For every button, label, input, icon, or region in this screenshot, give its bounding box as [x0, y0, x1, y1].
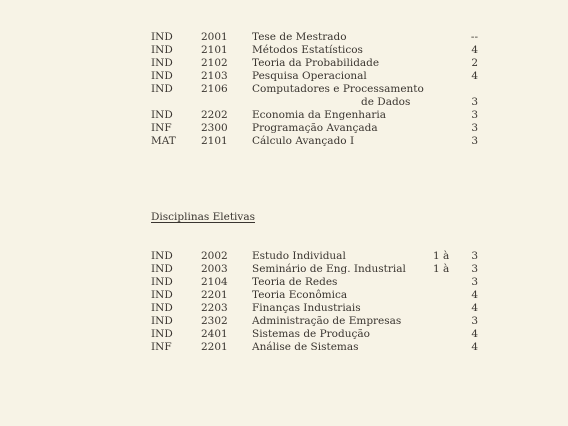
- course-title: Análise de Sistemas: [252, 341, 359, 353]
- course-dept: IND: [151, 250, 173, 262]
- course-title: Métodos Estatísticos: [252, 44, 363, 56]
- course-title: Teoria de Redes: [252, 276, 338, 288]
- course-code: 2003: [201, 263, 228, 275]
- course-credits: 3: [471, 109, 478, 121]
- course-dept: IND: [151, 57, 173, 69]
- course-code: 2101: [201, 135, 228, 147]
- course-code: 2104: [201, 276, 228, 288]
- course-row: [0, 302, 568, 315]
- course-code: 2201: [201, 289, 228, 301]
- course-row: [0, 263, 568, 276]
- course-dept: IND: [151, 83, 173, 95]
- course-row: [0, 109, 568, 122]
- course-credits: 4: [471, 289, 478, 301]
- course-dept: IND: [151, 289, 173, 301]
- course-credits: 3: [471, 315, 478, 327]
- course-row: [0, 328, 568, 341]
- course-title: Administração de Empresas: [252, 315, 402, 327]
- course-credits: 3: [471, 250, 478, 262]
- course-dept: INF: [151, 341, 172, 353]
- course-row: [0, 83, 568, 96]
- course-title: Teoria da Probabilidade: [252, 57, 380, 69]
- course-dept: IND: [151, 109, 173, 121]
- course-dept: IND: [151, 263, 173, 275]
- course-credits: 3: [471, 276, 478, 288]
- electives-heading: Disciplinas Eletivas: [151, 211, 255, 223]
- course-dept: IND: [151, 276, 173, 288]
- course-title-continuation: de Dados: [361, 96, 411, 108]
- course-code: 2001: [201, 31, 228, 43]
- course-row: [0, 122, 568, 135]
- course-code: 2201: [201, 341, 228, 353]
- course-dept: IND: [151, 315, 173, 327]
- course-credits: 3: [471, 263, 478, 275]
- course-credits: --: [470, 31, 478, 43]
- course-credits: 3: [471, 122, 478, 134]
- course-title: Cálculo Avançado I: [252, 135, 355, 147]
- course-credits: 4: [471, 341, 478, 353]
- course-credits: 4: [471, 70, 478, 82]
- course-row: [0, 70, 568, 83]
- course-row: [0, 276, 568, 289]
- course-dept: IND: [151, 302, 173, 314]
- course-row-continuation: [0, 96, 568, 109]
- course-row: [0, 44, 568, 57]
- course-credits: 2: [471, 57, 478, 69]
- course-code: 2101: [201, 44, 228, 56]
- course-dept: IND: [151, 31, 173, 43]
- course-credits: 4: [471, 302, 478, 314]
- course-code: 2401: [201, 328, 228, 340]
- course-credit-range: 1 à: [433, 250, 450, 262]
- course-code: 2102: [201, 57, 228, 69]
- course-code: 2103: [201, 70, 228, 82]
- course-row: [0, 31, 568, 44]
- course-title: Teoria Econômica: [252, 289, 348, 301]
- course-credits: 4: [471, 328, 478, 340]
- course-row: [0, 289, 568, 302]
- course-row: [0, 341, 568, 354]
- course-title: Finanças Industriais: [252, 302, 361, 314]
- course-row: [0, 315, 568, 328]
- course-code: 2203: [201, 302, 228, 314]
- course-dept: IND: [151, 70, 173, 82]
- course-code: 2106: [201, 83, 228, 95]
- course-code: 2300: [201, 122, 228, 134]
- course-title: Programação Avançada: [252, 122, 378, 134]
- course-dept: INF: [151, 122, 172, 134]
- course-title: Estudo Individual: [252, 250, 346, 262]
- course-title: Seminário de Eng. Industrial: [252, 263, 406, 275]
- course-credits: 3: [471, 135, 478, 147]
- course-dept: IND: [151, 44, 173, 56]
- course-dept: MAT: [151, 135, 176, 147]
- course-title: Economia da Engenharia: [252, 109, 386, 121]
- course-row: [0, 250, 568, 263]
- course-credits: 3: [471, 96, 478, 108]
- course-row: [0, 135, 568, 148]
- course-title: Pesquisa Operacional: [252, 70, 367, 82]
- course-row: [0, 57, 568, 70]
- course-code: 2002: [201, 250, 228, 262]
- course-code: 2302: [201, 315, 228, 327]
- course-title: Computadores e Processamento: [252, 83, 424, 95]
- course-code: 2202: [201, 109, 228, 121]
- course-credit-range: 1 à: [433, 263, 450, 275]
- course-dept: IND: [151, 328, 173, 340]
- course-title: Sistemas de Produção: [252, 328, 370, 340]
- course-title: Tese de Mestrado: [252, 31, 347, 43]
- course-credits: 4: [471, 44, 478, 56]
